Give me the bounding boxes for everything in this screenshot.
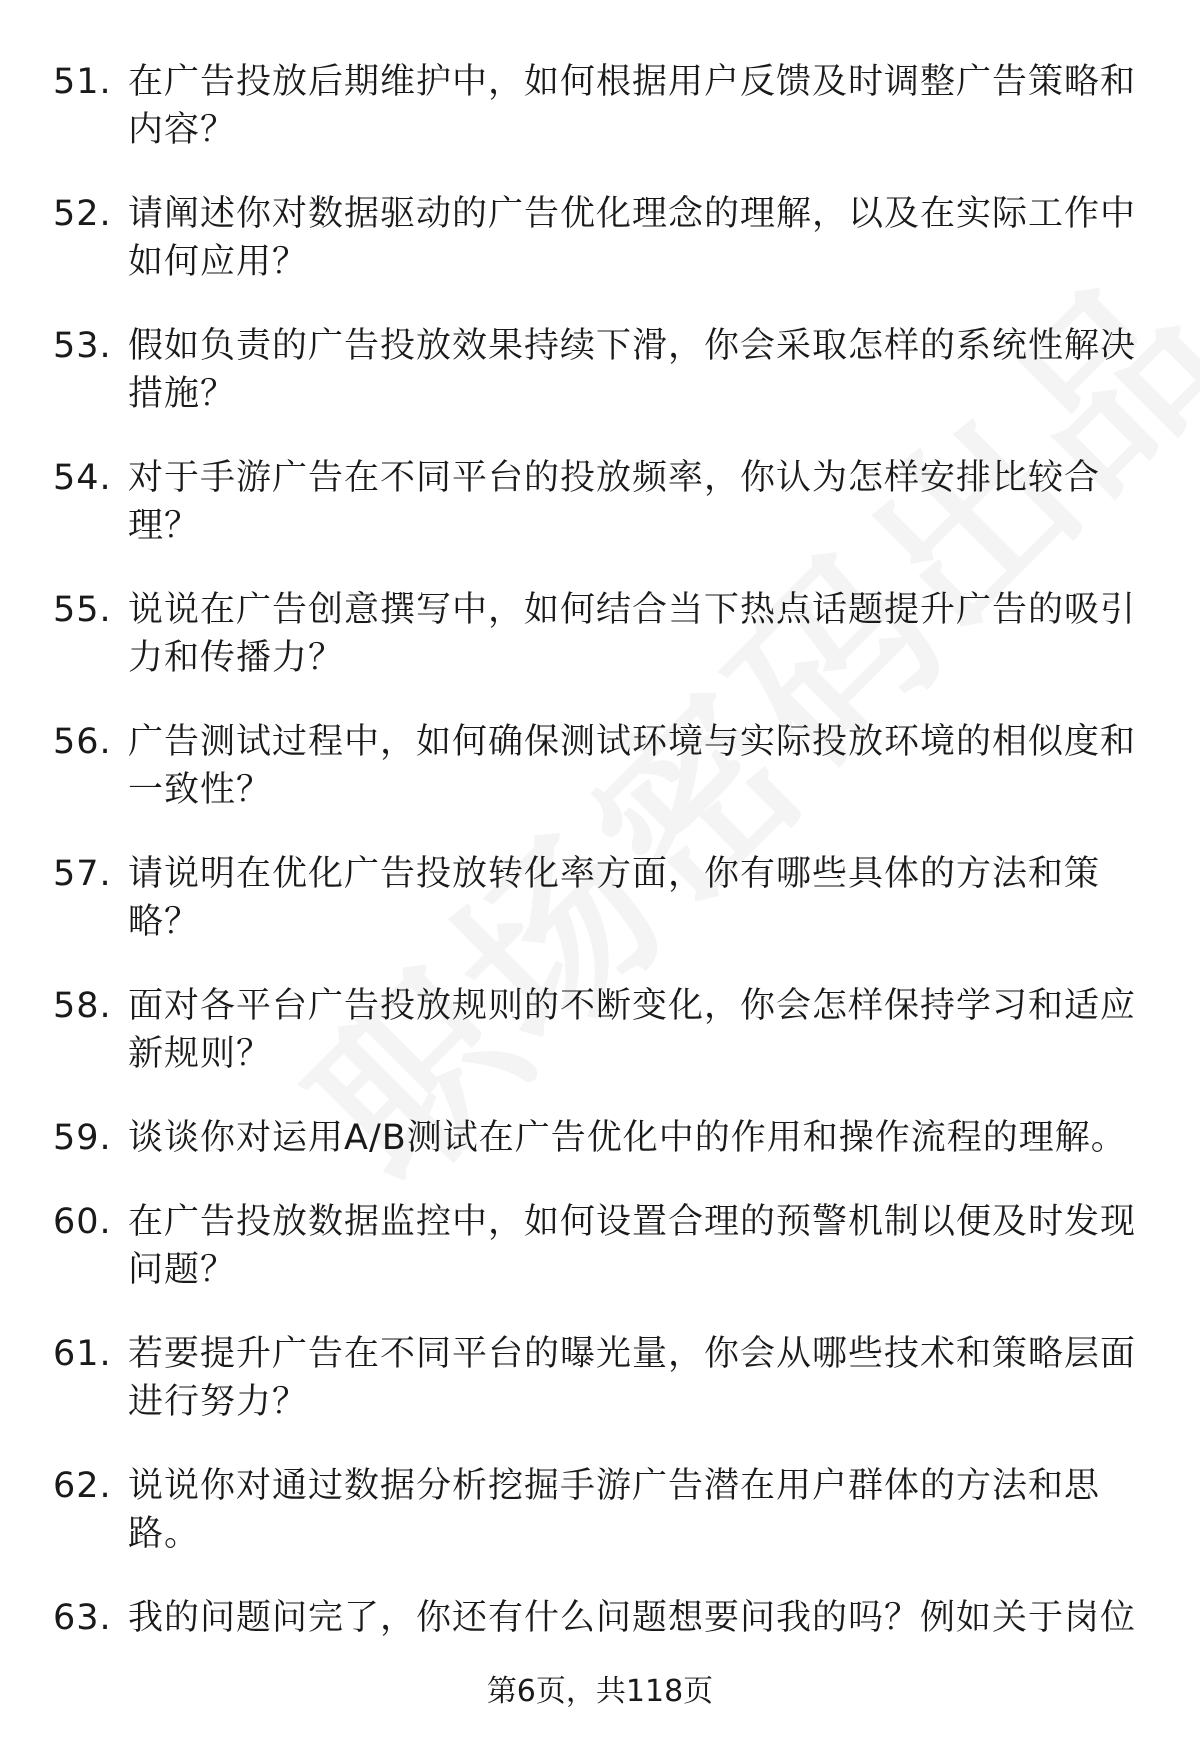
question-number: 60. [53,1202,112,1242]
question-number: 53. [53,326,112,366]
question-text: 若要提升广告在不同平台的曝光量，你会从哪些技术和策略层面进行努力？ [128,1334,1137,1422]
question-number: 62. [53,1466,112,1506]
question-number: 52. [53,194,112,234]
question-item [0,586,1200,718]
question-number: 51. [53,62,112,102]
question-text: 面对各平台广告投放规则的不断变化，你会怎样保持学习和适应新规则？ [128,986,1137,1074]
question-item [0,58,1200,190]
question-list [0,58,1200,1678]
question-number: 61. [53,1334,112,1374]
question-item [0,850,1200,982]
question-number: 54. [53,458,112,498]
question-text: 在广告投放数据监控中，如何设置合理的预警机制以便及时发现问题？ [128,1202,1137,1290]
question-text: 广告测试过程中，如何确保测试环境与实际投放环境的相似度和一致性？ [128,722,1137,810]
question-item [0,718,1200,850]
question-item [0,1198,1200,1330]
question-number: 57. [53,854,112,894]
question-item [0,1114,1200,1198]
question-text: 对于手游广告在不同平台的投放频率，你认为怎样安排比较合理？ [128,458,1101,546]
question-text: 假如负责的广告投放效果持续下滑，你会采取怎样的系统性解决措施？ [128,326,1137,414]
question-item [0,1330,1200,1462]
question-number: 55. [53,590,112,630]
question-text: 在广告投放后期维护中，如何根据用户反馈及时调整广告策略和内容？ [128,62,1137,150]
question-text: 谈谈你对运用A/B测试在广告优化中的作用和操作流程的理解。 [128,1118,1127,1158]
page-number-label: 第6页，共118页 [486,1674,714,1709]
question-number: 59. [53,1118,112,1158]
question-item [0,454,1200,586]
page-footer [0,1672,1200,1712]
question-text: 说说在广告创意撰写中，如何结合当下热点话题提升广告的吸引力和传播力？ [128,590,1137,678]
question-text: 请阐述你对数据驱动的广告优化理念的理解，以及在实际工作中如何应用？ [128,194,1137,282]
question-text: 我的问题问完了，你还有什么问题想要问我的吗？例如关于岗位 [128,1598,1137,1638]
question-text: 请说明在优化广告投放转化率方面，你有哪些具体的方法和策略？ [128,854,1101,942]
question-number: 63. [53,1598,112,1638]
question-number: 58. [53,986,112,1026]
question-item [0,322,1200,454]
question-item [0,1462,1200,1594]
question-item [0,982,1200,1114]
question-item [0,1594,1200,1678]
question-item [0,190,1200,322]
question-number: 56. [53,722,112,762]
question-text: 说说你对通过数据分析挖掘手游广告潜在用户群体的方法和思路。 [128,1466,1101,1554]
